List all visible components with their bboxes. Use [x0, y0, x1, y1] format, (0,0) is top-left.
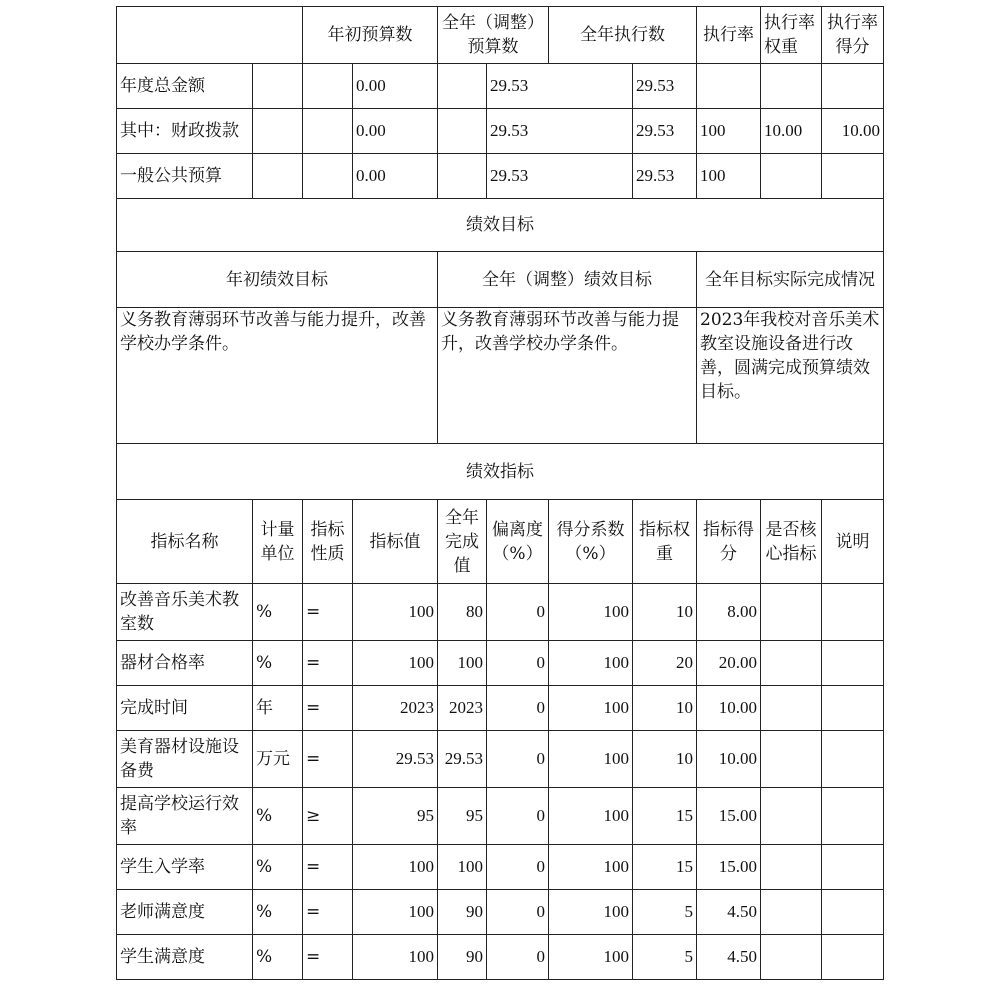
empty-cell [303, 109, 353, 154]
ind-nature: = [303, 731, 353, 788]
ind-deviation: 0 [487, 641, 549, 686]
goals-initial-text: 义务教育薄弱环节改善与能力提升，改善学校办学条件。 [117, 308, 438, 444]
ind-unit: % [253, 890, 303, 935]
ind-name: 老师满意度 [117, 890, 253, 935]
budget-header-weight: 执行率权重 [761, 7, 822, 64]
ind-header-actual: 全年完成值 [438, 500, 487, 584]
budget-row-rate: 100 [697, 154, 761, 199]
ind-nature: = [303, 935, 353, 980]
budget-row-score [822, 154, 884, 199]
ind-core [761, 788, 822, 845]
ind-coef: 100 [549, 641, 633, 686]
ind-unit: % [253, 641, 303, 686]
ind-note [822, 731, 884, 788]
budget-row-weight [761, 64, 822, 109]
budget-header-rate: 执行率 [697, 7, 761, 64]
ind-weight: 10 [633, 731, 697, 788]
ind-note [822, 845, 884, 890]
ind-deviation: 0 [487, 890, 549, 935]
budget-row-score: 10.00 [822, 109, 884, 154]
ind-name: 美育器材设施设备费 [117, 731, 253, 788]
ind-unit: % [253, 845, 303, 890]
ind-score: 20.00 [697, 641, 761, 686]
ind-nature: = [303, 890, 353, 935]
ind-target: 100 [353, 584, 438, 641]
ind-header-nature: 指标性质 [303, 500, 353, 584]
ind-header-score: 指标得分 [697, 500, 761, 584]
empty-cell [303, 154, 353, 199]
ind-score: 4.50 [697, 890, 761, 935]
budget-row-rate [697, 64, 761, 109]
budget-row-initial: 0.00 [353, 154, 438, 199]
ind-note [822, 641, 884, 686]
ind-actual: 29.53 [438, 731, 487, 788]
ind-actual: 90 [438, 935, 487, 980]
budget-corner-cell [117, 7, 303, 64]
budget-row-rate: 100 [697, 109, 761, 154]
ind-header-coef: 得分系数（%） [549, 500, 633, 584]
ind-coef: 100 [549, 584, 633, 641]
budget-row-weight [761, 154, 822, 199]
ind-target: 95 [353, 788, 438, 845]
goals-content-row [117, 308, 884, 444]
budget-row [117, 64, 884, 109]
budget-row-label: 一般公共预算 [117, 154, 253, 199]
goals-header-row [117, 252, 884, 308]
budget-row-initial: 0.00 [353, 64, 438, 109]
indicator-row [117, 890, 884, 935]
ind-nature: = [303, 641, 353, 686]
empty-cell [253, 64, 303, 109]
ind-weight: 10 [633, 584, 697, 641]
goals-header-actual: 全年目标实际完成情况 [697, 252, 884, 308]
ind-coef: 100 [549, 731, 633, 788]
goals-adjusted-text: 义务教育薄弱环节改善与能力提升，改善学校办学条件。 [438, 308, 697, 444]
empty-cell [438, 109, 487, 154]
ind-core [761, 584, 822, 641]
goals-header-adjusted: 全年（调整）绩效目标 [438, 252, 697, 308]
ind-target: 100 [353, 935, 438, 980]
ind-weight: 20 [633, 641, 697, 686]
ind-deviation: 0 [487, 788, 549, 845]
budget-header-executed: 全年执行数 [549, 7, 697, 64]
empty-cell [438, 154, 487, 199]
ind-score: 10.00 [697, 731, 761, 788]
indicator-row [117, 686, 884, 731]
ind-coef: 100 [549, 935, 633, 980]
budget-header-row [117, 7, 884, 64]
ind-target: 100 [353, 890, 438, 935]
ind-note [822, 788, 884, 845]
budget-header-initial: 年初预算数 [303, 7, 438, 64]
ind-coef: 100 [549, 890, 633, 935]
ind-header-unit: 计量单位 [253, 500, 303, 584]
budget-row-label: 年度总金额 [117, 64, 253, 109]
ind-deviation: 0 [487, 731, 549, 788]
empty-cell [438, 64, 487, 109]
ind-note [822, 584, 884, 641]
ind-target: 100 [353, 845, 438, 890]
ind-note [822, 935, 884, 980]
ind-unit: 万元 [253, 731, 303, 788]
indicator-rows [117, 584, 884, 980]
ind-actual: 80 [438, 584, 487, 641]
ind-core [761, 935, 822, 980]
ind-coef: 100 [549, 686, 633, 731]
ind-target: 2023 [353, 686, 438, 731]
ind-deviation: 0 [487, 686, 549, 731]
indicator-row [117, 788, 884, 845]
indicator-row [117, 935, 884, 980]
ind-note [822, 890, 884, 935]
goals-section-title: 绩效目标 [117, 199, 884, 252]
ind-weight: 10 [633, 686, 697, 731]
ind-core [761, 845, 822, 890]
ind-coef: 100 [549, 845, 633, 890]
ind-header-name: 指标名称 [117, 500, 253, 584]
indicator-row [117, 584, 884, 641]
ind-name: 完成时间 [117, 686, 253, 731]
ind-core [761, 890, 822, 935]
indicator-row [117, 731, 884, 788]
ind-name: 学生满意度 [117, 935, 253, 980]
ind-nature: ≥ [303, 788, 353, 845]
ind-unit: % [253, 584, 303, 641]
ind-header-deviation: 偏离度（%） [487, 500, 549, 584]
ind-nature: = [303, 686, 353, 731]
ind-score: 8.00 [697, 584, 761, 641]
ind-weight: 5 [633, 890, 697, 935]
budget-row-executed: 29.53 [633, 64, 697, 109]
goals-section-row [117, 199, 884, 252]
budget-header-score: 执行率得分 [822, 7, 884, 64]
ind-unit: % [253, 935, 303, 980]
ind-header-core: 是否核心指标 [761, 500, 822, 584]
ind-coef: 100 [549, 788, 633, 845]
ind-actual: 100 [438, 641, 487, 686]
ind-header-weight: 指标权重 [633, 500, 697, 584]
budget-header-adjusted: 全年（调整）预算数 [438, 7, 549, 64]
ind-score: 10.00 [697, 686, 761, 731]
ind-deviation: 0 [487, 935, 549, 980]
ind-actual: 100 [438, 845, 487, 890]
indicators-section-title: 绩效指标 [117, 444, 884, 500]
ind-core [761, 731, 822, 788]
goals-actual-text: 2023年我校对音乐美术教室设施设备进行改善，圆满完成预算绩效目标。 [697, 308, 884, 444]
ind-name: 改善音乐美术教室数 [117, 584, 253, 641]
budget-row-label: 其中：财政拨款 [117, 109, 253, 154]
ind-score: 15.00 [697, 788, 761, 845]
budget-row [117, 109, 884, 154]
ind-core [761, 686, 822, 731]
budget-row-score [822, 64, 884, 109]
ind-core [761, 641, 822, 686]
ind-score: 4.50 [697, 935, 761, 980]
empty-cell [253, 109, 303, 154]
ind-deviation: 0 [487, 845, 549, 890]
ind-unit: 年 [253, 686, 303, 731]
ind-score: 15.00 [697, 845, 761, 890]
ind-weight: 15 [633, 788, 697, 845]
ind-actual: 90 [438, 890, 487, 935]
ind-name: 学生入学率 [117, 845, 253, 890]
empty-cell [303, 64, 353, 109]
ind-name: 器材合格率 [117, 641, 253, 686]
ind-header-note: 说明 [822, 500, 884, 584]
ind-unit: % [253, 788, 303, 845]
budget-row-executed: 29.53 [633, 109, 697, 154]
ind-weight: 15 [633, 845, 697, 890]
ind-name: 提高学校运行效率 [117, 788, 253, 845]
ind-nature: = [303, 584, 353, 641]
indicators-header-row [117, 500, 884, 584]
budget-row [117, 154, 884, 199]
ind-actual: 2023 [438, 686, 487, 731]
empty-cell [253, 154, 303, 199]
ind-target: 29.53 [353, 731, 438, 788]
ind-actual: 95 [438, 788, 487, 845]
budget-row-initial: 0.00 [353, 109, 438, 154]
ind-weight: 5 [633, 935, 697, 980]
performance-table [116, 6, 884, 980]
ind-note [822, 686, 884, 731]
ind-header-target: 指标值 [353, 500, 438, 584]
budget-row-adjusted: 29.53 [487, 109, 633, 154]
budget-row-weight: 10.00 [761, 109, 822, 154]
ind-target: 100 [353, 641, 438, 686]
indicator-row [117, 845, 884, 890]
budget-row-adjusted: 29.53 [487, 154, 633, 199]
indicators-section-row [117, 444, 884, 500]
indicator-row [117, 641, 884, 686]
ind-nature: = [303, 845, 353, 890]
budget-row-adjusted: 29.53 [487, 64, 633, 109]
budget-row-executed: 29.53 [633, 154, 697, 199]
goals-header-initial: 年初绩效目标 [117, 252, 438, 308]
ind-deviation: 0 [487, 584, 549, 641]
